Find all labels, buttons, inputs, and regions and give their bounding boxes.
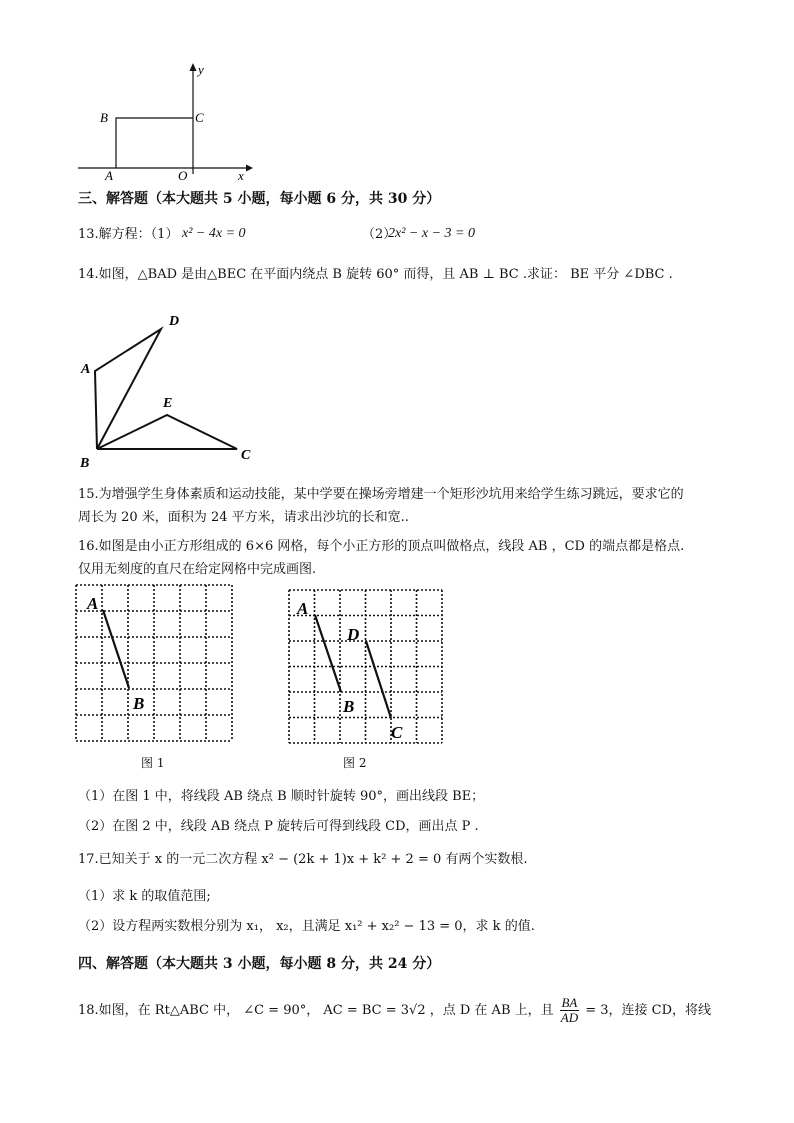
- question-18-fraction: [560, 996, 579, 1025]
- question-14-figure: [75, 305, 275, 475]
- question-14-text: 14.如图，△BAD 是由△BEC 在平面内绕点 B 旋转 60° 而得，且 AB ⊥ BC .求证： BE 平分 ∠DBC .: [78, 267, 673, 282]
- question-16-line-2: 仅用无刻度的直尺在给定网格中完成画图.: [78, 562, 317, 577]
- point-b-label: B: [100, 110, 108, 125]
- point-o-label: O: [178, 168, 188, 180]
- grid-figure-2: [285, 588, 450, 748]
- question-13-prefix: 13.解方程：（1）: [78, 227, 179, 242]
- question-13-equation-1: x² − 4x = 0: [182, 226, 246, 241]
- segment-ab: [315, 615, 341, 692]
- fraction-numerator: BA: [561, 995, 578, 1010]
- section-3-heading: 三、解答题（本大题共 5 小题，每小题 6 分，共 30 分）: [78, 191, 441, 207]
- segment-cd: [366, 641, 391, 718]
- question-15-line-2: 周长为 20 米，面积为 24 平方米，请求出沙坑的长和宽..: [78, 510, 409, 525]
- point-a-label: A: [81, 362, 91, 377]
- question-16-line-1: 16.如图是由小正方形组成的 6×6 网格，每个小正方形的顶点叫做格点，线段 AB ，CD 的端点都是格点.: [78, 539, 685, 554]
- grid-2-point-b: B: [343, 697, 355, 716]
- question-18-part-2: = 3，连接 CD，将线: [585, 1003, 712, 1018]
- grid-2-point-a: A: [297, 599, 309, 618]
- point-a-label: A: [105, 168, 113, 180]
- question-13-equation-2: 2x² − x − 3 = 0: [388, 226, 475, 241]
- rectangle-abco: [116, 118, 193, 168]
- question-15-line-1: 15.为增强学生身体素质和运动技能，某中学要在操场旁增建一个矩形沙坑用来给学生练习跳远，要求它的: [78, 487, 684, 502]
- triangle-bec: [97, 415, 237, 449]
- grid-figure-1: [72, 583, 242, 748]
- grid-1-point-a: A: [87, 594, 99, 613]
- coordinate-figure: [78, 60, 258, 180]
- grid-2-point-c: C: [391, 723, 403, 742]
- point-c-label: C: [241, 448, 251, 463]
- question-16-sub-1: （1）在图 1 中，将线段 AB 绕点 B 顺时针旋转 90°，画出线段 BE；: [78, 789, 485, 804]
- x-axis-label: x: [238, 168, 244, 180]
- question-17-sub-1: （1）求 k 的取值范围;: [78, 889, 211, 904]
- question-16-sub-2: （2）在图 2 中，线段 AB 绕点 P 旋转后可得到线段 CD，画出点 P .: [78, 819, 479, 834]
- point-c-label: C: [195, 110, 204, 125]
- question-17-line-1: 17.已知关于 x 的一元二次方程 x² − (2k + 1)x + k² + 2 = 0 有两个实数根.: [78, 852, 528, 867]
- question-18-part-1: 18.如图，在 Rt△ABC 中， ∠C = 90°， AC = BC = 3√2 ，点 D 在 AB 上，且: [78, 1003, 554, 1018]
- grid-1-point-b: B: [133, 694, 145, 713]
- question-13-part-2: （2）: [362, 227, 397, 242]
- question-17-sub-2: （2）设方程两实数根分别为 x₁， x₂，且满足 x₁² + x₂² − 13 = 0，求 k 的值.: [78, 919, 535, 934]
- y-axis-label: y: [198, 62, 204, 77]
- x-axis-arrow: [246, 165, 253, 172]
- point-b-label: B: [80, 456, 90, 471]
- section-4-heading: 四、解答题（本大题共 3 小题，每小题 8 分，共 24 分）: [78, 956, 441, 972]
- point-d-label: D: [169, 314, 180, 329]
- triangle-bad: [95, 329, 161, 449]
- figure-2-caption: 图 2: [343, 756, 367, 770]
- point-e-label: E: [163, 396, 173, 411]
- grid-2-point-d: D: [347, 625, 360, 644]
- segment-ab: [103, 610, 129, 688]
- y-axis-arrow: [190, 63, 197, 71]
- question-18-text: [78, 993, 711, 1029]
- figure-1-caption: 图 1: [141, 756, 165, 770]
- fraction-denominator: AD: [560, 1010, 579, 1025]
